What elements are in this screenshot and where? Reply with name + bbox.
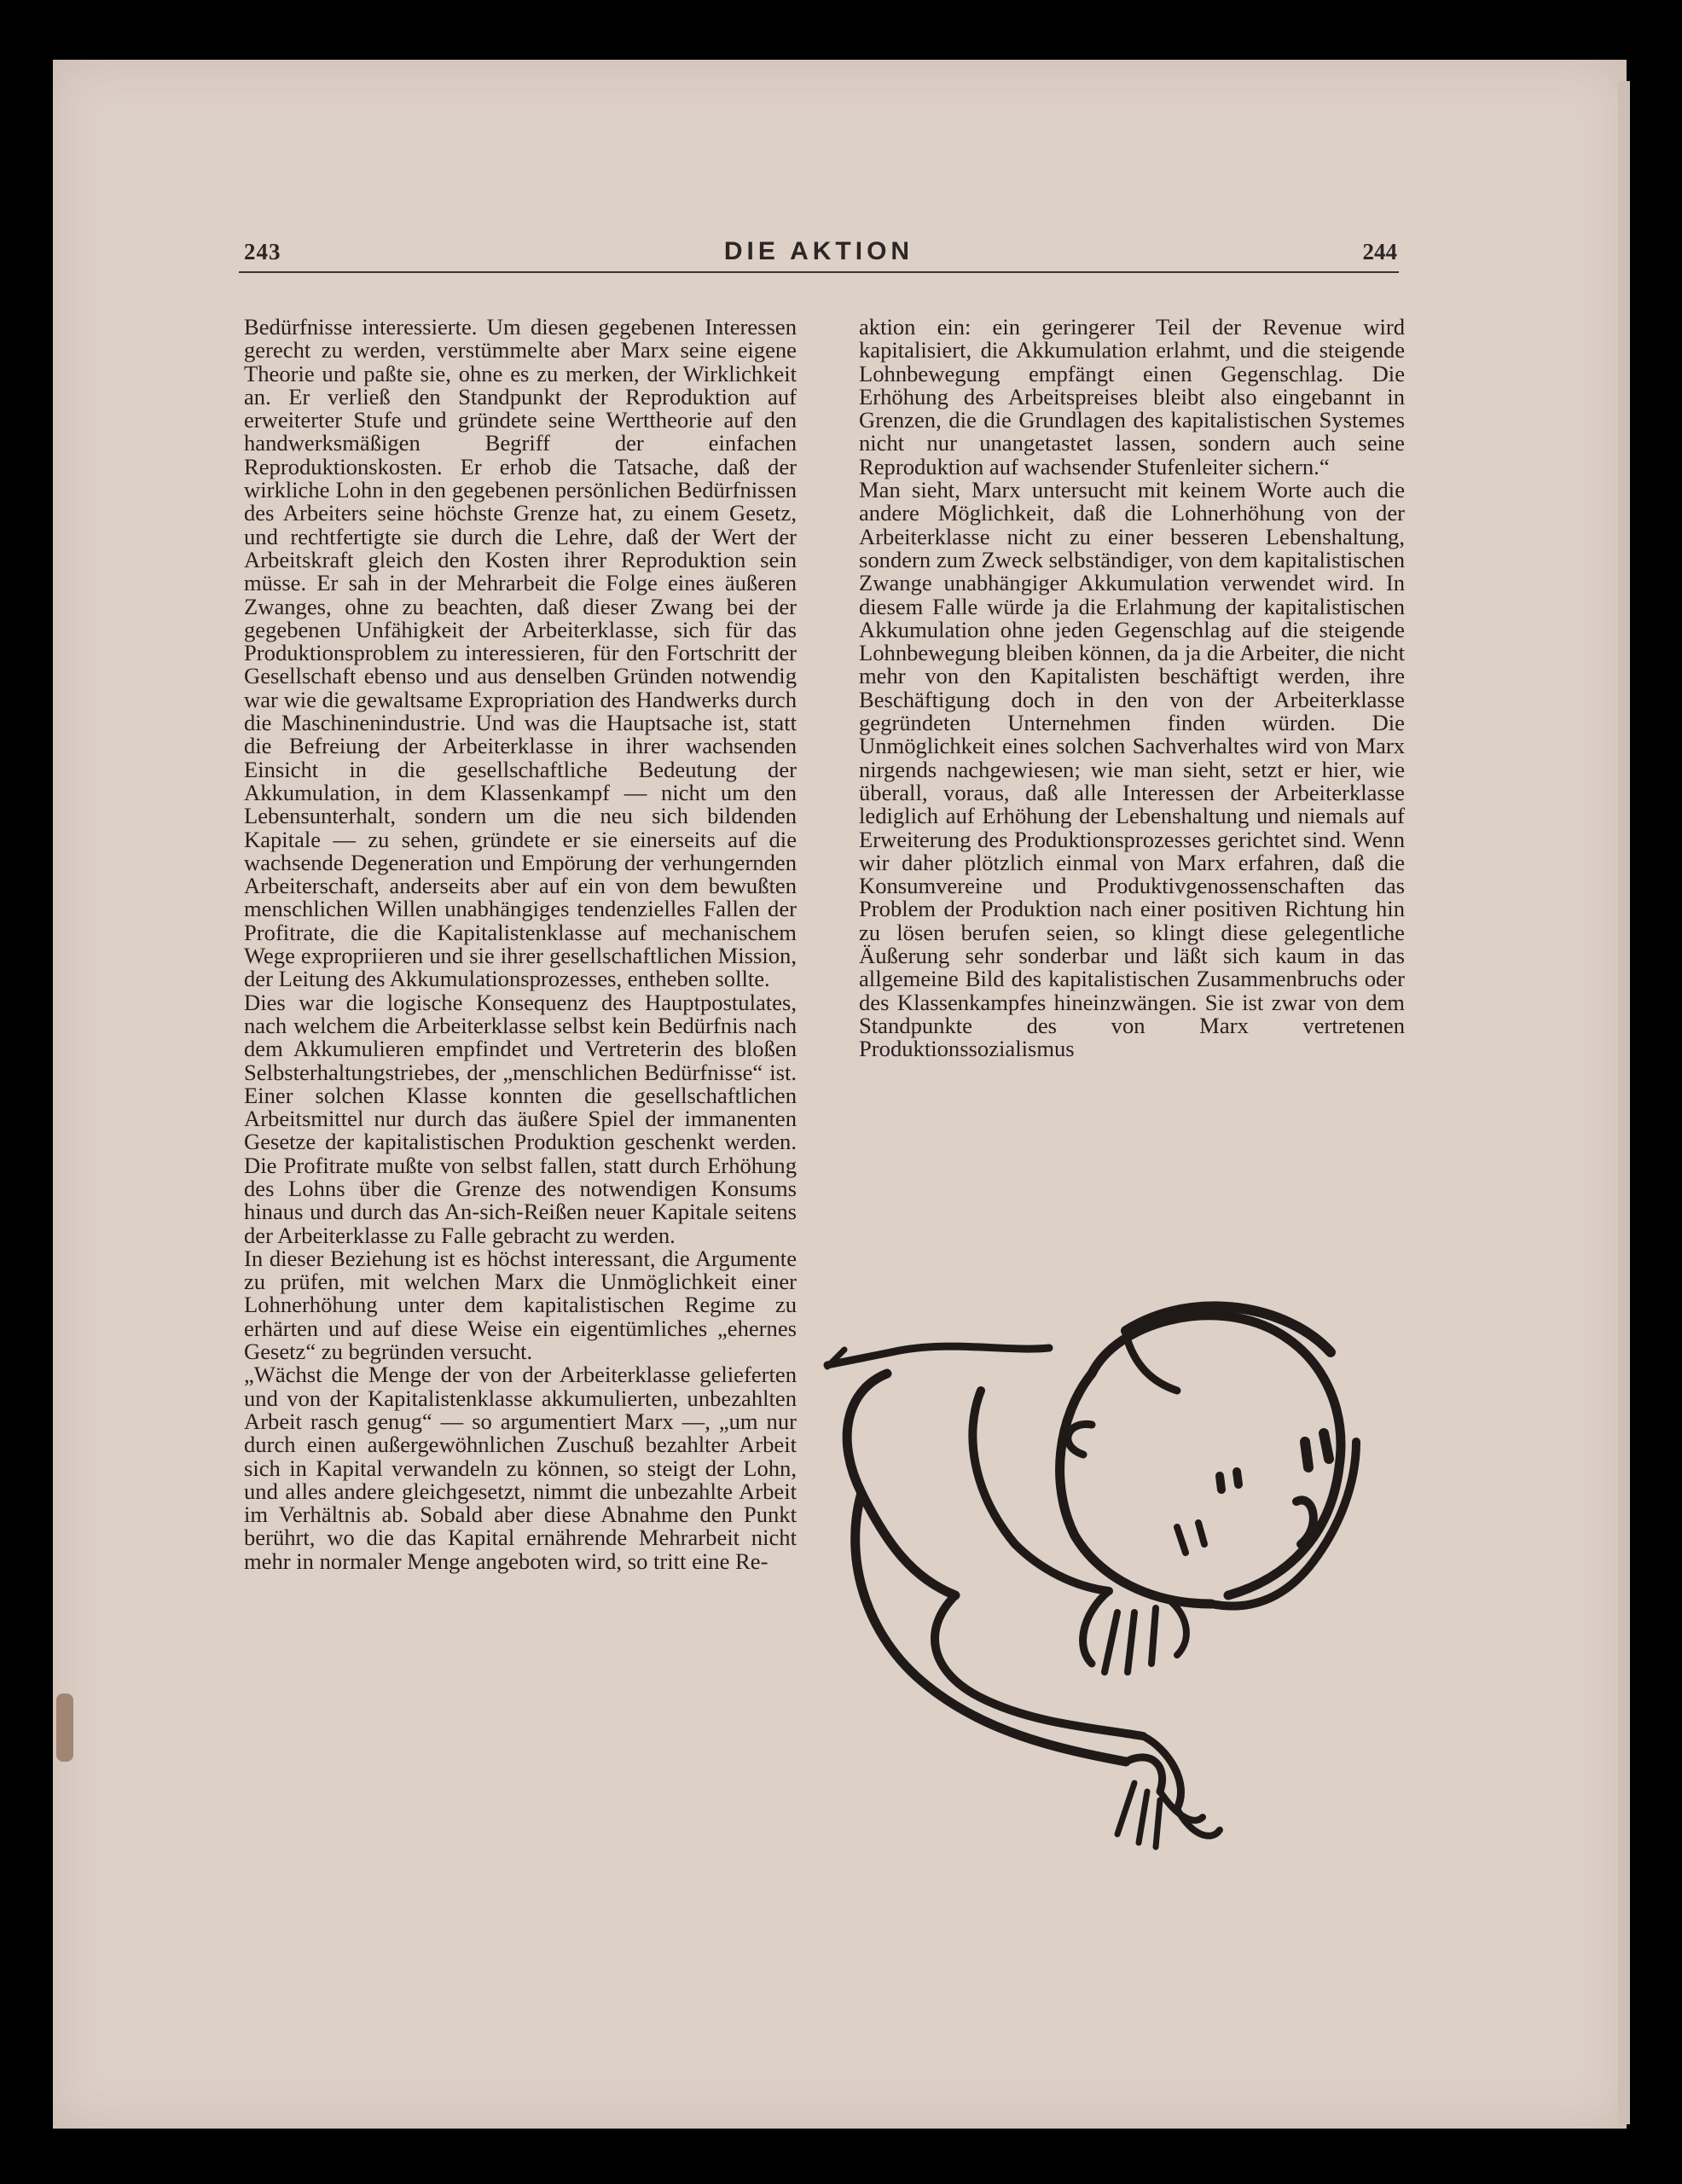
paragraph: Dies war die logische Konsequenz des Hauptpostulates, nach welchem die Arbeiterklasse selbst kein Bedürfnis nach dem Akkumulieren empfindet und Vertreterin des bloßen Selbsterhaltungstriebes, der „menschlichen Bedürfnisse“ ist. Einer solchen Klasse konnten die gesellschaftlichen Arbeitsmittel nur durch das äußere Spiel der immanenten Gesetze der kapitalistischen Produktion geschenkt werden. Die Profitrate mußte von selbst fallen, statt durch Erhöhung des Lohns über die Grenze des notwendigen Konsums hinaus und durch das An-sich-Reißen neuer Kapitale seitens der Arbeiterklasse zu Falle gebracht zu werden. bbox=[244, 989, 797, 1248]
page-number-left: 243 bbox=[244, 239, 281, 264]
paper-edge bbox=[1618, 81, 1630, 2124]
sleeping-figure-woodcut-icon bbox=[810, 1271, 1407, 1937]
page-number-right: 244 bbox=[1362, 239, 1397, 264]
right-column bbox=[859, 316, 1405, 1061]
page-header bbox=[239, 237, 1399, 273]
paper-stain bbox=[56, 1693, 73, 1762]
left-column bbox=[244, 316, 797, 1573]
paragraph: aktion ein: ein geringerer Teil der Revenue wird kapitalisiert, die Akkumulation erlahmt, und die steigende Lohnbewegung empfängt einen Gegenschlag. Die Erhöhung des Arbeitspreises bleibt also eingebannt in Grenzen, die die Grundlagen des kapitalistischen Systemes nicht nur unangetastet lassen, sondern auch seine Reproduktion auf wachsender Stufenleiter sichern.“ bbox=[859, 314, 1405, 479]
paragraph: In dieser Beziehung ist es höchst interessant, die Argumente zu prüfen, mit welchen Marx die Unmöglichkeit einer Lohnerhöhung unter dem kapitalistischen Regime zu erhärten und auf diese Weise ein eigentümliches „ehernes Gesetz“ zu begründen versucht. bbox=[244, 1245, 797, 1365]
paragraph: Bedürfnisse interessierte. Um diesen gegebenen Interessen gerecht zu werden, verstümmelte aber Marx seine eigene Theorie und paßte sie, ohne es zu merken, der Wirklichkeit an. Er verließ den Standpunkt der Reproduktion auf erweiterter Stufe und gründete seine Werttheorie auf den handwerksmäßigen Begriff der einfachen Reproduktionskosten. Er erhob die Tatsache, daß der wirkliche Lohn in den gegebenen persönlichen Bedürfnissen des Arbeiters seine höchste Grenze hat, zu einem Gesetz, und rechtfertigte sie durch die Lehre, daß der Wert der Arbeitskraft gleich den Kosten ihrer Reproduktion sein müsse. Er sah in der Mehrarbeit die Folge eines äußeren Zwanges, ohne zu beachten, daß dieser Zwang bei der gegebenen Unfähigkeit der Arbeiterklasse, sich für das Produktionsproblem zu interessieren, für den Fortschritt der Gesellschaft ebenso und aus denselben Gründen notwendig war wie die gewaltsame Expropriation des Handwerks durch die Maschinenindustrie. Und was die Hauptsache ist, statt die Befreiung der Arbeiterklasse in ihrer wachsenden Einsicht in die gesellschaftliche Bedeutung der Akkumulation, in dem Klassenkampf — nicht um den Lebensunterhalt, sondern um die neu sich bildenden Kapitale — zu sehen, gründete er sie einerseits auf die wachsende Degeneration und Empörung der verhungernden Arbeiterschaft, anderseits aber auf ein von dem bewußten menschlichen Willen unabhängiges tendenzielles Fallen der Profitrate, die die Kapitalistenklasse auf mechanischem Wege expropriieren und sie ihrer gesellschaftlichen Mission, der Leitung des Akkumulationsprozesses, entheben sollte. bbox=[244, 314, 797, 992]
journal-title: DIE AKTION bbox=[723, 237, 914, 265]
paragraph: Man sieht, Marx untersucht mit keinem Worte auch die andere Möglichkeit, daß die Lohnerhöhung von der Arbeiterklasse nicht zu einer besseren Lebenshaltung, sondern zum Zweck selbständiger, von dem kapitalistischen Zwange unabhängiger Akkumulation verwendet wird. In diesem Falle würde ja die Erlahmung der kapitalistischen Akkumulation ohne jeden Gegenschlag auf die steigende Lohnbewegung bleiben können, da ja die Arbeiter, die nicht mehr von den Kapitalisten beschäftigt werden, ihre Beschäftigung doch in den von der Arbeiterklasse gegründeten Unternehmen finden würden. Die Unmöglichkeit eines solchen Sachverhaltes wird von Marx nirgends nachgewiesen; wie man sieht, setzt er hier, wie überall, voraus, daß alle Interessen der Arbeiterklasse lediglich auf Erhöhung der Lebenshaltung und niemals auf Erweiterung des Produktionsprozesses gerichtet sind. Wenn wir daher plötzlich einmal von Marx erfahren, daß die Konsumvereine und Produktivgenossenschaften das Problem der Produktion nach einer positiven Richtung hin zu lösen berufen seien, so klingt diese gelegentliche Äußerung sehr sonderbar und läßt sich kaum in das allgemeine Bild des kapitalistischen Zusammenbruchs oder des Klassenkampfes hineinzwängen. Sie ist zwar von dem Standpunkte des von Marx vertretenen Produktionssozialismus bbox=[859, 477, 1405, 1062]
paragraph: „Wächst die Menge der von der Arbeiterklasse gelieferten und von der Kapitalistenklasse akkumulierten, unbezahlten Arbeit rasch genug“ — so argumentiert Marx —, „um nur durch einen außergewöhnlichen Zuschuß bezahlter Arbeit sich in Kapital verwandeln zu können, so steigt der Lohn, und alles andere gleichgesetzt, nimmt die unbezahlte Arbeit im Verhältnis ab. Sobald aber diese Abnahme den Punkt berührt, wo die das Kapital ernährende Mehrarbeit nicht mehr in normaler Menge angeboten wird, so tritt eine Re- bbox=[244, 1362, 797, 1574]
